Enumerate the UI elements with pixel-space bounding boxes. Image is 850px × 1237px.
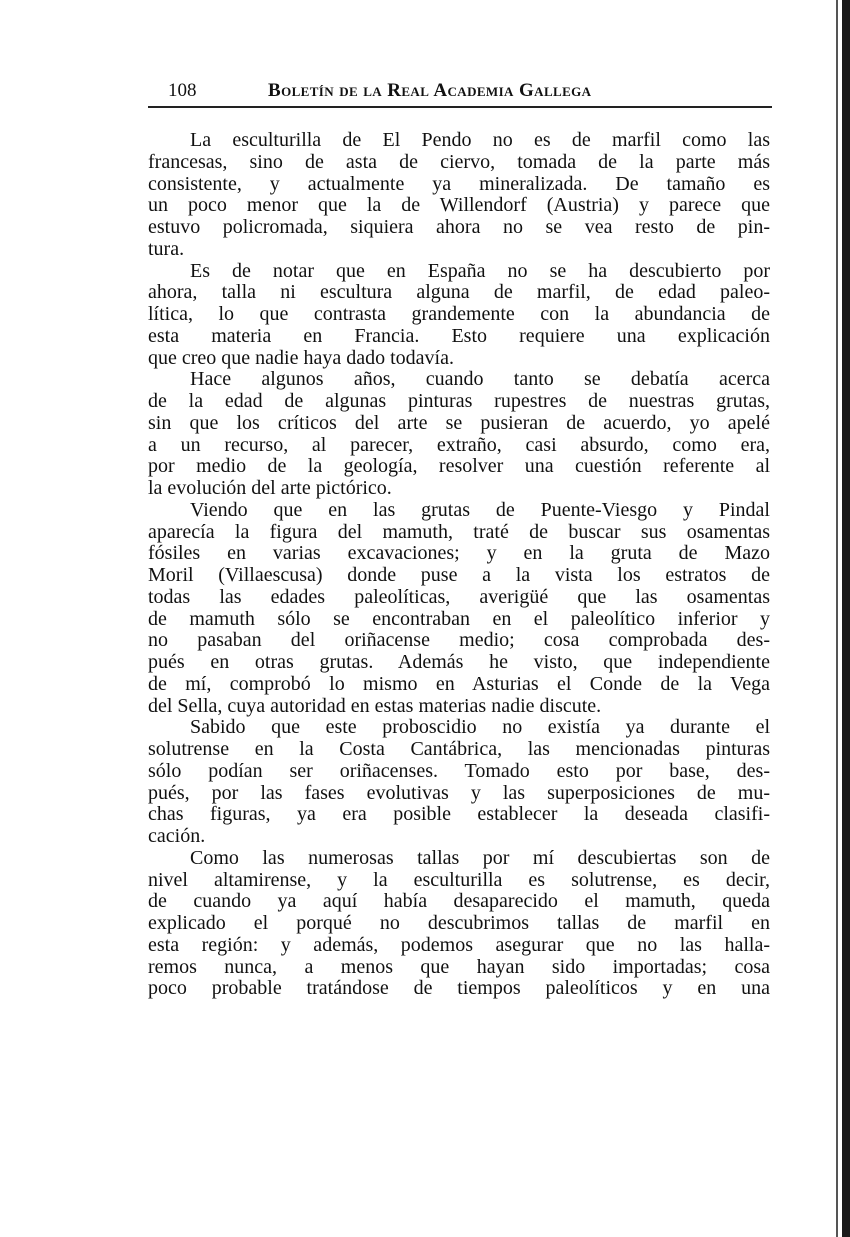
text-line: de cuando ya aquí había desaparecido el mamuth, queda — [148, 890, 770, 913]
text-line: estuvo policromada, siquiera ahora no se vea resto de pin- — [148, 216, 770, 238]
running-title: Boletín de la Real Academia Gallega — [268, 80, 592, 101]
scan-edge — [842, 0, 850, 1237]
text-line: sólo podían ser oriñacenses. Tomado esto por base, des- — [148, 759, 770, 782]
text-line: sin que los críticos del arte se pusieran de acuerdo, yo apelé — [148, 411, 770, 434]
running-header — [148, 78, 770, 102]
text-line: Moril (Villaescusa) donde puse a la vista los estratos de — [148, 564, 770, 586]
text-line: no pasaban del oriñacense medio; cosa comprobada des- — [148, 629, 770, 652]
text-line: ahora, talla ni escultura alguna de marfil, de edad paleo- — [148, 281, 770, 304]
text-line: de mí, comprobó lo mismo en Asturias el Conde de la Vega — [148, 672, 770, 695]
text-line: Como las numerosas tallas por mí descubiertas son de — [190, 846, 770, 869]
text-line: del Sella, cuya autoridad en estas materias nadie discute. — [148, 694, 602, 717]
text-line: esta materia en Francia. Esto requiere una explicación — [148, 324, 770, 347]
text-line: la evolución del arte pictórico. — [148, 477, 392, 499]
text-line: que creo que nadie haya dado todavía. — [148, 346, 454, 369]
scan-edge-shadow — [836, 0, 838, 1237]
text-line: cación. — [148, 825, 206, 847]
text-line: remos nunca, a menos que hayan sido importadas; cosa — [148, 955, 770, 978]
text-line: de mamuth sólo se encontraban en el paleolítico inferior y — [148, 607, 770, 630]
text-line: aparecía la figura del mamuth, traté de buscar sus osamentas — [148, 520, 770, 543]
body-text — [148, 130, 770, 1000]
paragraph — [148, 261, 770, 370]
text-line: pués, por las fases evolutivas y las superposiciones de mu- — [148, 781, 770, 804]
text-line: nivel altamirense, y la esculturilla es solutrense, es decir, — [148, 868, 770, 891]
text-line: poco probable tratándose de tiempos paleolíticos y en una — [148, 977, 770, 1000]
text-line: por medio de la geología, resolver una cuestión referente al — [148, 455, 770, 478]
paragraph — [148, 500, 770, 718]
text-line: todas las edades paleolíticas, averigüé que las osamentas — [148, 585, 770, 608]
text-line: Es de notar que en España no se ha descubierto por — [190, 259, 770, 282]
text-line: pués en otras grutas. Además he visto, que independiente — [148, 651, 770, 673]
text-line: consistente, y actualmente ya mineralizada. De tamaño es — [148, 172, 770, 195]
text-line: fósiles en varias excavaciones; y en la gruta de Mazo — [148, 542, 770, 565]
text-line: esta región: y además, podemos asegurar que no las halla- — [148, 933, 770, 956]
page-number: 108 — [168, 80, 197, 101]
paragraph — [148, 848, 770, 1000]
paragraph — [148, 369, 770, 500]
text-line: Viendo que en las grutas de Puente-Viesgo y Pindal — [190, 498, 770, 521]
text-line: lítica, lo que contrasta grandemente con la abundancia de — [148, 303, 770, 325]
text-line: La esculturilla de El Pendo no es de marfil como las — [190, 129, 770, 151]
text-line: de la edad de algunas pinturas rupestres de nuestras grutas, — [148, 390, 770, 412]
text-line: a un recurso, al parecer, extraño, casi absurdo, como era, — [148, 433, 770, 456]
paragraph — [148, 717, 770, 848]
text-line: un poco menor que la de Willendorf (Austria) y parece que — [148, 194, 770, 217]
paragraph — [148, 130, 770, 261]
header-rule — [148, 106, 772, 108]
text-line: tura. — [148, 237, 185, 260]
text-line: francesas, sino de asta de ciervo, tomada de la parte más — [148, 150, 770, 173]
text-line: solutrense en la Costa Cantábrica, las mencionadas pinturas — [148, 738, 770, 760]
text-line: chas figuras, ya era posible establecer la deseada clasifi- — [148, 803, 770, 826]
text-line: explicado el porqué no descubrimos tallas de marfil en — [148, 912, 770, 934]
text-line: Sabido que este proboscidio no existía ya durante el — [190, 716, 770, 739]
text-line: Hace algunos años, cuando tanto se debatía acerca — [190, 368, 770, 391]
